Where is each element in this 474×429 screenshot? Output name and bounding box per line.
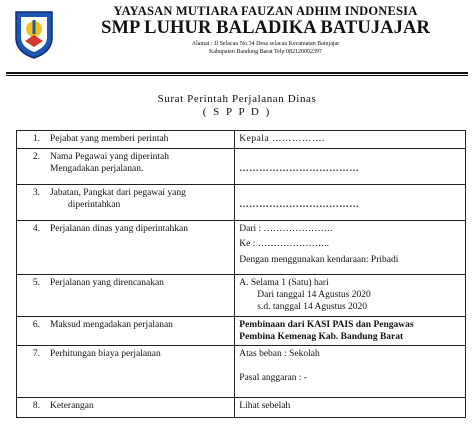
row-value: [235, 221, 466, 275]
row-value: [235, 346, 466, 398]
row-description: Perjalanan yang direncanakan: [46, 275, 235, 317]
row-value: Lihat sebelah: [235, 398, 466, 418]
letterhead: [0, 0, 474, 80]
foundation-name: YAYASAN MUTIARA FAUZAN ADHIM INDONESIA: [113, 4, 418, 18]
row-value: [235, 275, 466, 317]
budget-account: Pasal anggaran : -: [239, 373, 308, 383]
row-description: Pejabat yang memberi perintah: [46, 131, 235, 149]
table-row: [17, 398, 466, 418]
row-description-line: Mengadakan perjalanan.: [49, 164, 144, 174]
school-name: SMP LUHUR BALADIKA BATUJAJAR: [101, 18, 430, 38]
travel-end-date: s.d. tanggal 14 Agustus 2020: [257, 302, 368, 312]
row-description-line: diperintahkan: [67, 200, 121, 210]
row-description: [46, 149, 235, 185]
row-number: 2.: [17, 149, 46, 185]
row-value-line: Pembina Kemenag Kab. Bandung Barat: [239, 332, 404, 342]
row-value: [235, 317, 466, 346]
row-description: [46, 185, 235, 221]
table-row: [17, 317, 466, 346]
school-address: Alamat : Jl Selacau No.34 Desa selacau Kecamatan Batujajar: [191, 41, 340, 47]
travel-to: Ke : …………………..: [239, 239, 329, 249]
cost-charged-to: Atas beban : Sekolah: [239, 349, 320, 359]
letterhead-rule-thick: [6, 72, 468, 74]
row-number: 1.: [17, 131, 46, 149]
row-value: Kepala …………….: [235, 131, 466, 149]
row-description: Keterangan: [46, 398, 235, 418]
row-number: 5.: [17, 275, 46, 317]
row-number: 7.: [17, 346, 46, 398]
row-value-line: ………………………………: [239, 200, 360, 210]
document-subtitle: ( S P P D ): [202, 106, 272, 118]
row-value-line: [239, 151, 461, 163]
table-row: [17, 185, 466, 221]
document-title: Surat Perintah Perjalanan Dinas: [157, 93, 317, 105]
travel-vehicle: Dengan menggunakan kendaraan: Pribadi: [239, 255, 399, 265]
row-value: [235, 149, 466, 185]
table-row: [17, 149, 466, 185]
row-value-line: ………………………………: [239, 164, 360, 174]
travel-from: Dari : ………………….: [239, 224, 333, 234]
row-value-line: Pembinaan dari KASI PAIS dan Pengawas: [239, 320, 414, 330]
row-number: 4.: [17, 221, 46, 275]
row-description: Perjalanan dinas yang diperintahkan: [46, 221, 235, 275]
row-value-line: [239, 187, 461, 199]
table-row: [17, 346, 466, 398]
row-number: 3.: [17, 185, 46, 221]
row-number: 6.: [17, 317, 46, 346]
letterhead-rule-thin: [6, 75, 468, 76]
table-row: [17, 275, 466, 317]
row-description: Perhitungan biaya perjalanan: [46, 346, 235, 398]
table-row: [17, 131, 466, 149]
sppd-table: [16, 130, 466, 418]
school-address-line2: Kabupaten Bandung Barat Telp 082120002397: [208, 49, 323, 55]
row-number: 8.: [17, 398, 46, 418]
row-description-line: Jabatan, Pangkat dari pegawai yang: [49, 188, 186, 198]
travel-start-date: Dari tanggal 14 Agustus 2020: [257, 290, 371, 300]
table-row: [17, 221, 466, 275]
school-logo-icon: [12, 8, 56, 60]
row-description-line: Nama Pegawai yang diperintah: [49, 152, 169, 162]
row-description: Maksud mengadakan perjalanan: [46, 317, 235, 346]
row-value: [235, 185, 466, 221]
travel-duration: A. Selama 1 (Satu) hari: [239, 278, 329, 288]
